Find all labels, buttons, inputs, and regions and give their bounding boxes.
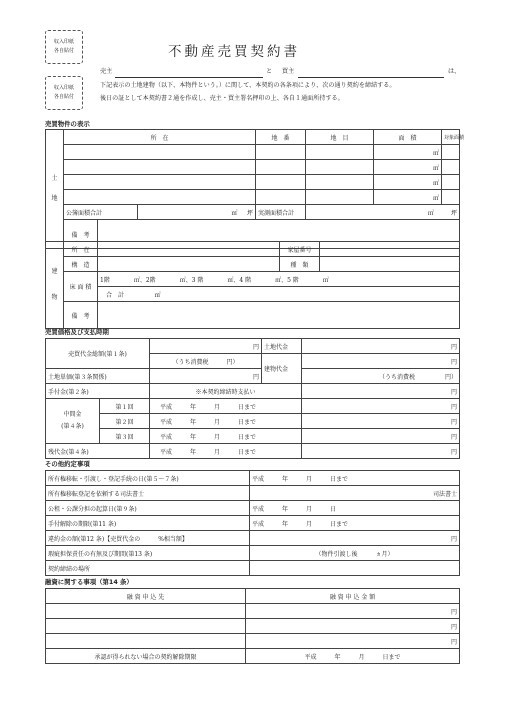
total-price-label: 売買代金総額(第１条) (46, 339, 150, 369)
other-terms-table (45, 470, 460, 576)
revenue-stamp-box-1 (45, 30, 83, 64)
shurui-label: 種 類 (280, 257, 320, 272)
section-heading: 売買価格及び支払時期 (45, 328, 109, 336)
loan-cancel-label: 承認が得られない場合の契約解除期限 (46, 649, 246, 664)
building-price-yen[interactable]: 円 (302, 354, 460, 369)
tanka-label: 土地単価(第３条関係) (46, 369, 150, 384)
buyer-name-line[interactable] (298, 77, 444, 78)
col-chiban: 地 番 (256, 130, 306, 145)
koubo-menseki-label: 公簿面積合計 (64, 205, 138, 220)
term-label: 違約金の額(第12 条)【売買代金の %相当額】 (46, 531, 250, 546)
tetsuke-label: 手付金(第２条) (46, 384, 150, 399)
floor-areas[interactable]: 1階 ㎡、2階 ㎡、3 階 ㎡、4 階 ㎡、5 階 ㎡ (98, 272, 460, 287)
loan-col-header: 融 資 申 込 先 (46, 589, 246, 604)
building-tax[interactable]: （うち消費税 円） (302, 369, 460, 384)
building-biko-field[interactable] (98, 302, 460, 329)
term-label: 手付解除の期限(第11 条) (46, 516, 250, 531)
building-table (45, 241, 460, 329)
property-table (45, 129, 465, 249)
land-side-label: 土 地 (46, 130, 64, 249)
and-label: と (266, 68, 273, 75)
document-title: 不動産売買契約書 (168, 44, 300, 60)
term-label: 所有権移転登記を依頼する司法書士 (46, 486, 250, 501)
term-value[interactable] (250, 561, 460, 576)
kozo-label: 構 造 (64, 257, 98, 272)
term-value[interactable]: （物件引渡し後 ヵ月） (250, 546, 460, 561)
stamp-label: 各自貼付 (53, 94, 74, 100)
building-biko-label: 備 考 (64, 302, 98, 329)
section-heading: 融資に関する事項（第14 条） (45, 578, 133, 586)
floor-total[interactable]: 合 計 ㎡ (98, 287, 460, 302)
loan-table (45, 588, 460, 664)
kaoku-bango-label: 家屋番号 (280, 242, 320, 257)
building-shozai-field[interactable] (98, 242, 280, 257)
kai-label: 第１回 (100, 399, 150, 414)
land-row[interactable]: ㎡ (46, 145, 460, 160)
stamp-label: 各自貼付 (53, 48, 74, 54)
col-menseki: 面 積 (374, 130, 442, 145)
kozo-field[interactable] (98, 257, 280, 272)
building-shozai-label: 所 在 (64, 242, 98, 257)
section-heading: その他約定事項 (45, 460, 90, 468)
loan-row[interactable]: 円 (46, 604, 460, 619)
kai-yen[interactable]: 円 (302, 414, 460, 429)
chukan-label: 中間金 (第４条) (46, 399, 100, 444)
kai-date[interactable]: 平成 年 月 日まで (150, 414, 302, 429)
zankin-yen[interactable]: 円 (302, 444, 460, 459)
tetsuke-yen[interactable]: 円 (302, 384, 460, 399)
loan-cancel-date[interactable]: 平成 年 月 日まで (246, 649, 460, 664)
seller-label: 売主 (100, 68, 113, 75)
loan-row[interactable]: 円 (46, 634, 460, 649)
section-heading: 売買物件の表示 (45, 120, 90, 128)
land-row[interactable]: ㎡ (46, 175, 460, 190)
seller-name-line[interactable] (115, 77, 263, 78)
land-price-yen[interactable]: 円 (302, 339, 460, 354)
tanka-yen[interactable]: 円 (150, 369, 262, 384)
kaoku-bango-field[interactable] (320, 242, 460, 257)
jissoku-menseki-label: 実測面積合計 (256, 205, 306, 220)
price-table (45, 338, 460, 459)
term-label: 契約締結の場所 (46, 561, 250, 576)
shurui-field[interactable] (320, 257, 460, 272)
building-side-label: 建 物 (46, 242, 64, 329)
unit-sqm: ㎡ 坪 (138, 205, 256, 220)
stamp-label: 収入印紙 (53, 85, 74, 91)
kai-yen[interactable]: 円 (302, 399, 460, 414)
land-row[interactable]: ㎡ (46, 160, 460, 175)
land-biko-label: 備 考 (64, 220, 98, 249)
term-value[interactable]: 司法書士 (250, 486, 460, 501)
land-row[interactable]: ㎡ (46, 190, 460, 205)
loan-col-header: 融 資 申 込 金 額 (246, 589, 460, 604)
term-value[interactable]: 平成 年 月 日 (250, 501, 460, 516)
term-value[interactable]: 平成 年 月 日まで (250, 516, 460, 531)
kai-date[interactable]: 平成 年 月 日まで (150, 399, 302, 414)
total-price-yen[interactable]: 円 (150, 339, 262, 354)
zankin-date[interactable]: 平成 年 月 日まで (150, 444, 302, 459)
term-label: 瑕疵担保責任の有無及び期間(第13 条) (46, 546, 250, 561)
col-taisho: 対象面積 (442, 130, 460, 145)
col-shozai: 所 在 (64, 130, 256, 145)
wa-label: は、 (448, 68, 461, 75)
kai-label: 第２回 (100, 414, 150, 429)
term-label: 公租・公課分担の起算日(第９条) (46, 501, 250, 516)
buyer-label: 買主 (282, 68, 295, 75)
yuka-menseki-label: 床 面 積 (64, 272, 98, 302)
term-label: 所有権移転・引渡し・登記手続の日(第５〜７条) (46, 471, 250, 486)
term-value[interactable]: 平成 年 月 日まで (250, 471, 460, 486)
tetsuke-note: ※本契約締結時支払い (150, 384, 302, 399)
building-price-label: 建物代金 (262, 354, 302, 384)
intro-line-3: 後日の証として本契約書２通を作成し、売主・買主署名押印の上、各自１通面所持する。 (100, 95, 344, 102)
col-chimoku: 地 目 (306, 130, 374, 145)
revenue-stamp-box-2 (45, 76, 83, 110)
land-price-label: 土地代金 (262, 339, 302, 354)
jissoku-value[interactable]: ㎡ 坪 (306, 205, 460, 220)
loan-row[interactable]: 円 (46, 619, 460, 634)
zankin-label: 残代金(第４条) (46, 444, 150, 459)
kai-yen[interactable]: 円 (302, 429, 460, 444)
intro-line-2: 下記表示の土地建物（以下、本物件という。）に関して、本契約の各条項により、次の通り契約を締結する。 (100, 82, 396, 89)
kai-date[interactable]: 平成 年 月 日まで (150, 429, 302, 444)
stamp-label: 収入印紙 (53, 39, 74, 45)
term-value[interactable]: 円 (250, 531, 460, 546)
kai-label: 第３回 (100, 429, 150, 444)
total-tax[interactable]: （うち消費税 円） (150, 354, 262, 369)
